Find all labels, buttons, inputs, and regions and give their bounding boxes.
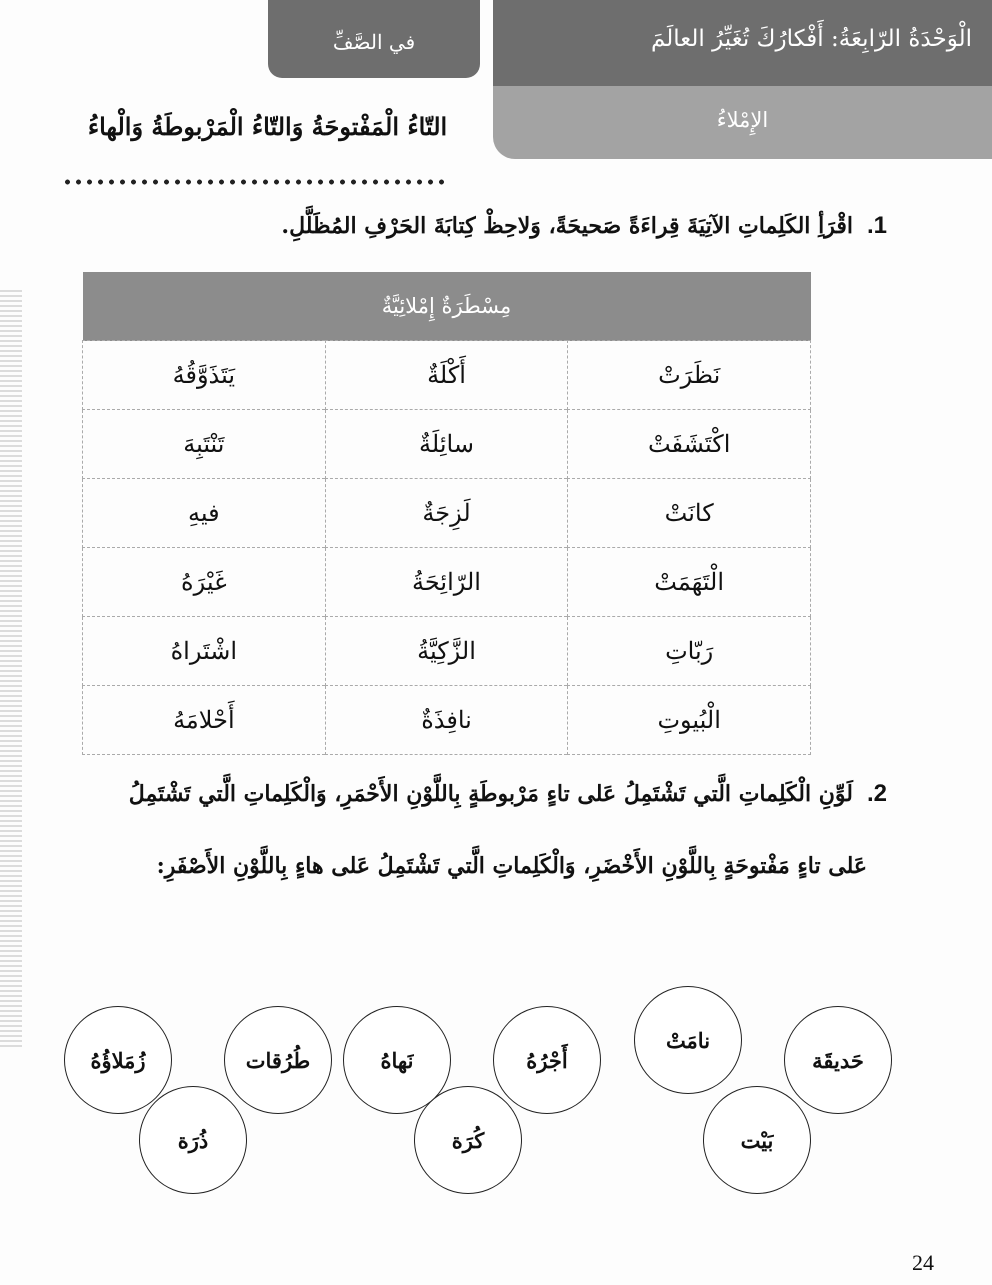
table-cell: سائِلَةٌ xyxy=(325,410,568,479)
table-cell: نَظَرَتْ xyxy=(568,341,811,410)
question-text: اقْرَأِ الكَلِماتِ الآتِيَةَ قِراءَةً صَحيحَةً، وَلاحِظْ كِتابَةَ الحَرْفِ المُظَلَّلِ. xyxy=(281,213,853,239)
table-cell: فيهِ xyxy=(83,479,326,548)
table-cell: رَبّاتِ xyxy=(568,617,811,686)
table-row xyxy=(83,479,811,548)
question-2 xyxy=(129,780,887,808)
table-cell: تَنْتَبِهَ xyxy=(83,410,326,479)
page-title: التّاءُ الْمَفْتوحَةُ وَالتّاءُ الْمَرْبوطَةُ وَالْهاءُ xyxy=(87,112,448,141)
question-1 xyxy=(281,212,887,240)
lesson-title: الإِمْلاءُ xyxy=(716,108,769,132)
question-2-line2: عَلى تاءٍ مَفْتوحَةٍ بِاللَّوْنِ الأَخْضَرِ، وَالْكَلِماتِ الَّتي تَشْتَمِلُ عَلى هاءٍ بِاللَّوْنِ الأَصْفَرِ: xyxy=(156,853,867,879)
table-cell: اكْتَشَفَتْ xyxy=(568,410,811,479)
table-row xyxy=(83,341,811,410)
word-circle[interactable]: أَجْرُهُ xyxy=(493,1006,601,1114)
table-cell: أَكْلَةٌ xyxy=(325,341,568,410)
lesson-header xyxy=(493,86,992,159)
question-number: 1. xyxy=(866,212,887,239)
table-cell: الْتَهَمَتْ xyxy=(568,548,811,617)
word-circle[interactable]: زُمَلاؤُهُ xyxy=(64,1006,172,1114)
table-row xyxy=(83,617,811,686)
spelling-table xyxy=(82,272,811,755)
table-cell: أَحْلامَهُ xyxy=(83,686,326,755)
table-cell: الْبُيوتِ xyxy=(568,686,811,755)
table-cell: لَزِجَةٌ xyxy=(325,479,568,548)
table-cell: الرّائِحَةُ xyxy=(325,548,568,617)
table-cell: يَتَذَوَّقُهُ xyxy=(83,341,326,410)
word-circle[interactable]: كُرَة xyxy=(414,1086,522,1194)
class-tab xyxy=(268,0,480,78)
table-cell: نافِذَةٌ xyxy=(325,686,568,755)
word-circle[interactable]: ذُرَة xyxy=(139,1086,247,1194)
table-cell: غَيْرَهُ xyxy=(83,548,326,617)
class-tab-label: في الصَّفِّ xyxy=(332,30,416,54)
page-number: 24 xyxy=(912,1250,934,1275)
word-circle[interactable]: طُرُقات xyxy=(224,1006,332,1114)
table-row xyxy=(83,686,811,755)
table-cell: الزَّكِيَّةُ xyxy=(325,617,568,686)
word-circle[interactable]: حَديقَة xyxy=(784,1006,892,1114)
question-number: 2. xyxy=(866,780,887,807)
word-circle[interactable]: نامَتْ xyxy=(634,986,742,1094)
table-cell: اشْتَراهُ xyxy=(83,617,326,686)
dotted-divider xyxy=(62,178,447,186)
table-row xyxy=(83,410,811,479)
word-circle[interactable]: بَيْت xyxy=(703,1086,811,1194)
table-row xyxy=(83,548,811,617)
table-header: مِسْطَرَةٌ إِمْلائِيَّةٌ xyxy=(83,272,811,341)
margin-copyright-strip xyxy=(0,290,22,1050)
question-text-line1: لَوِّنِ الْكَلِماتِ الَّتي تَشْتَمِلُ عَلى تاءٍ مَرْبوطَةٍ بِاللَّوْنِ الأَحْمَرِ، وَالْكَلِماتِ الَّتي تَشْتَمِلُ xyxy=(128,781,853,807)
unit-header xyxy=(493,0,992,86)
word-circle[interactable]: نَهاهُ xyxy=(343,1006,451,1114)
unit-title: الْوَحْدَةُ الرّابِعَةُ: أَفْكارُكَ تُغَيِّرُ العالَمَ xyxy=(650,26,972,52)
table-cell: كانَتْ xyxy=(568,479,811,548)
